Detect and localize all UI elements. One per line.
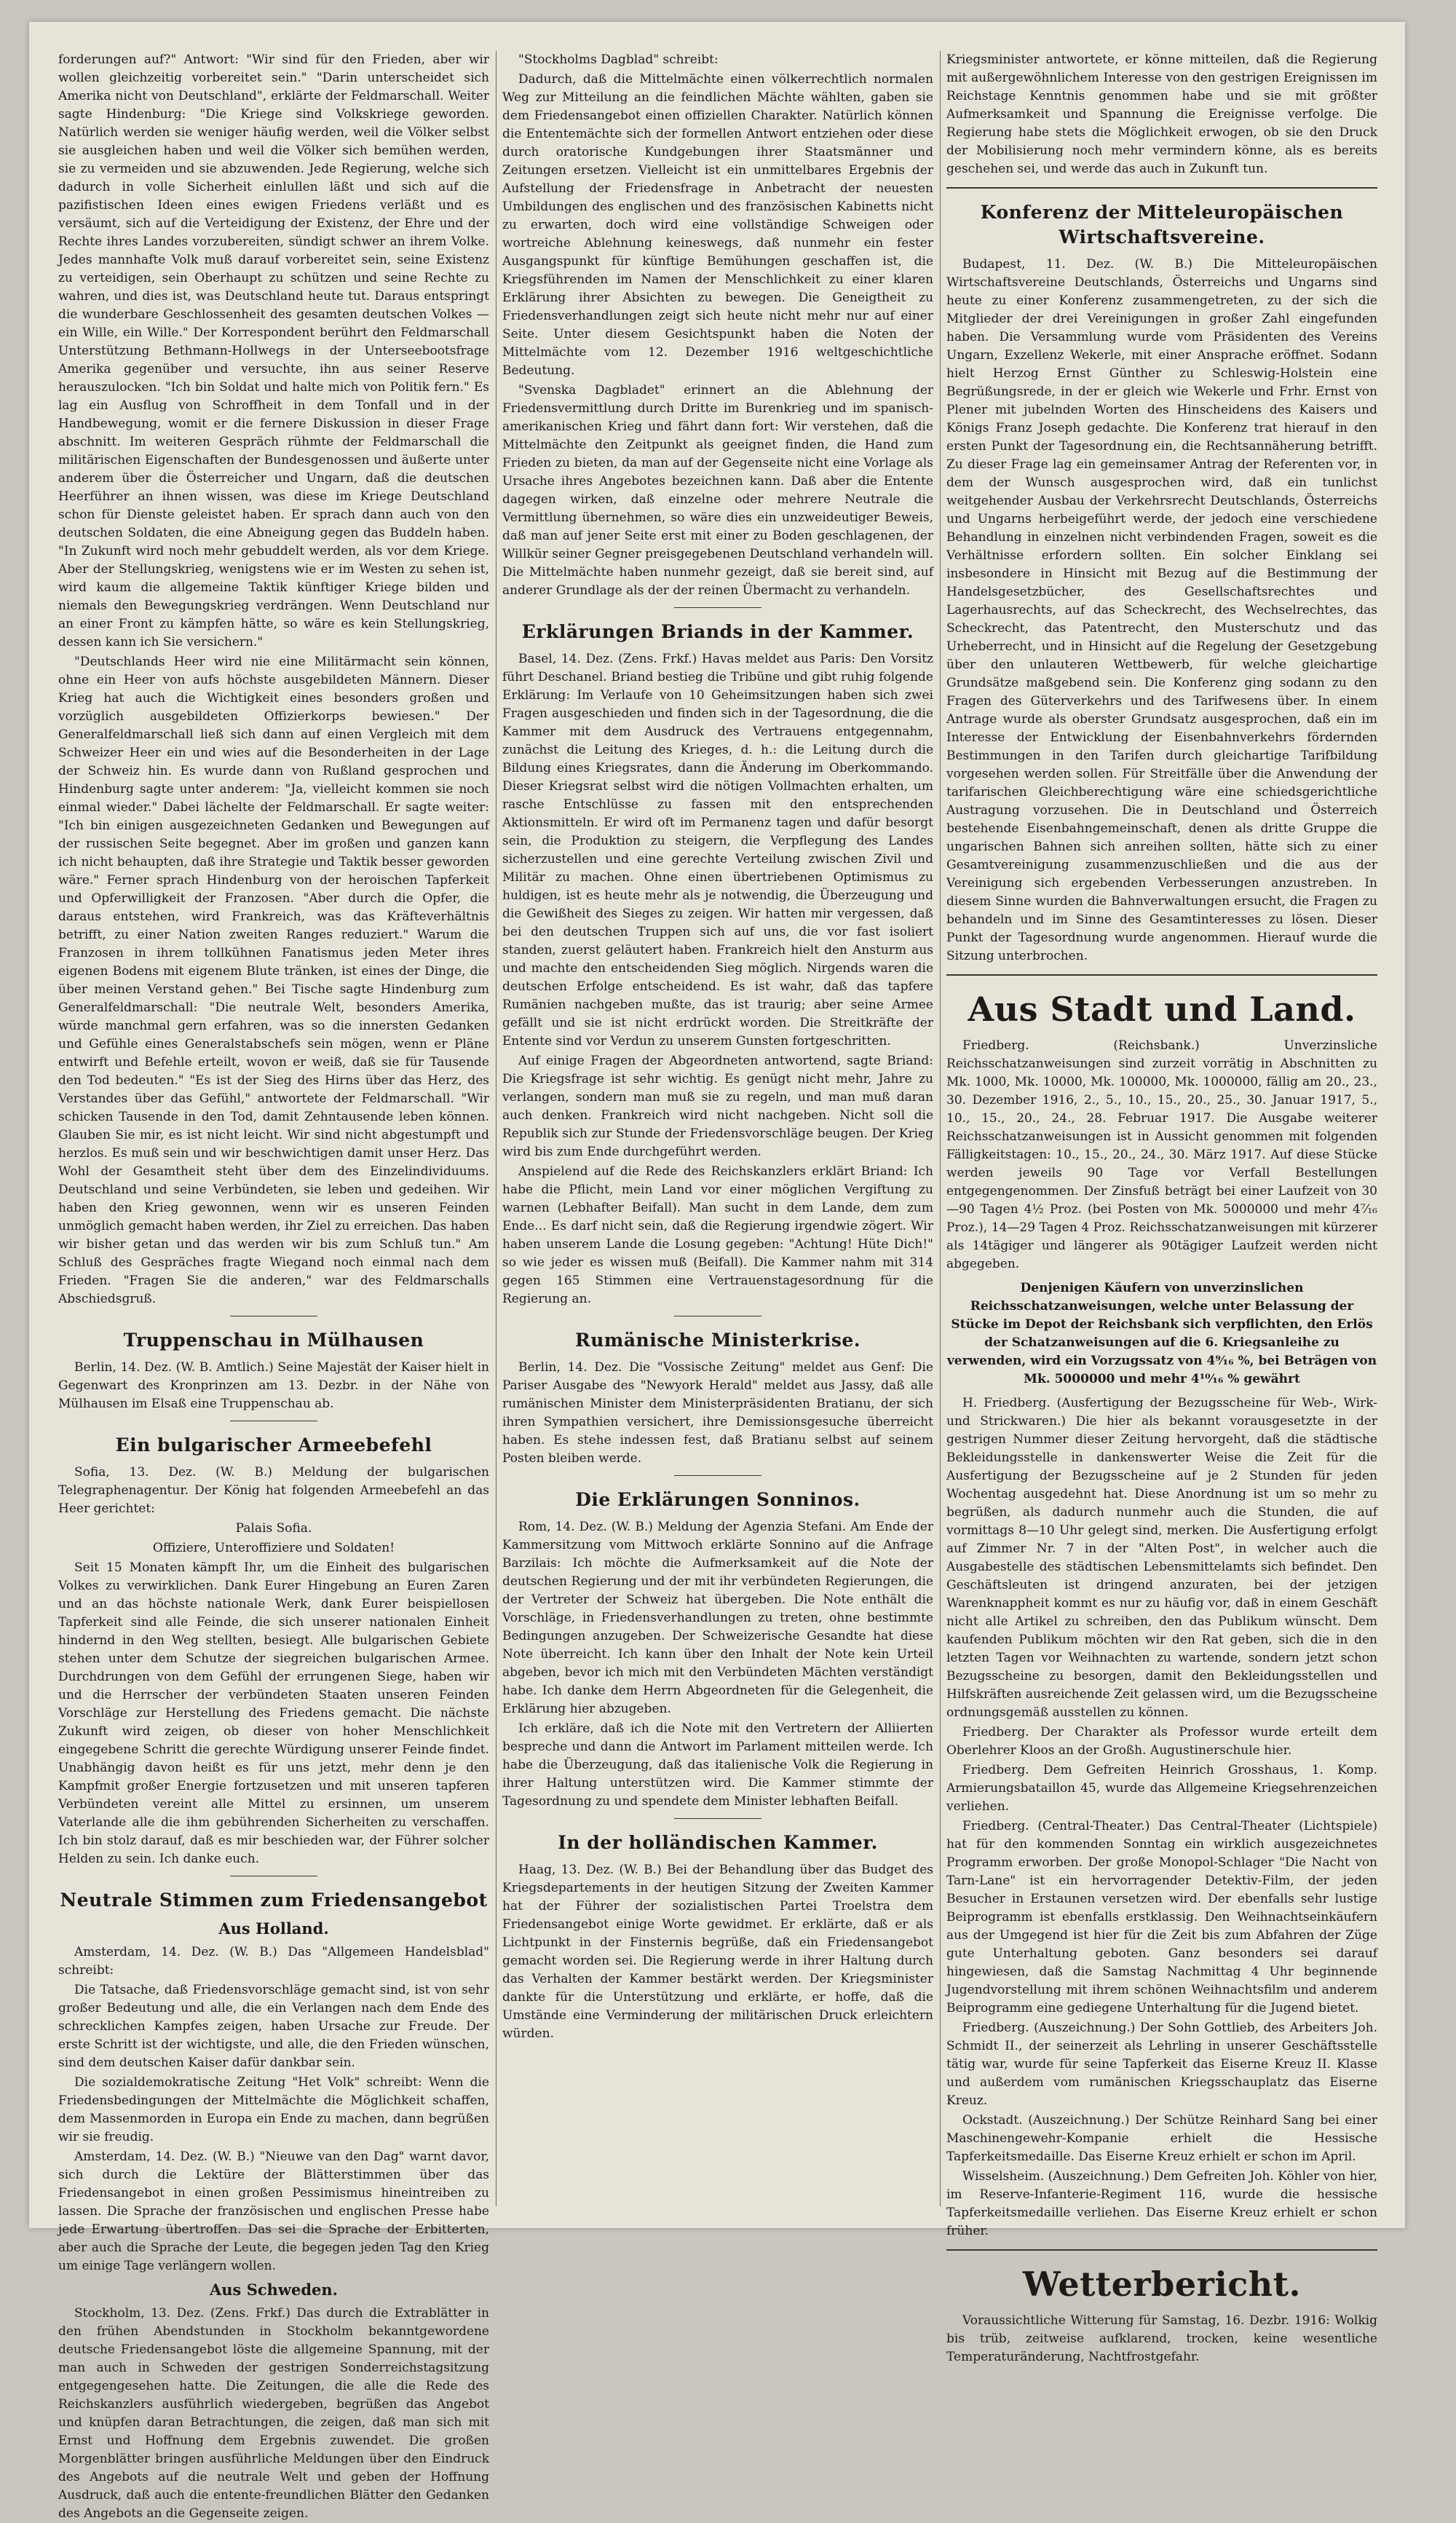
divider — [674, 1475, 761, 1476]
headline-neutrale-stimmen: Neutrale Stimmen zum Friedensangebot — [60, 1890, 488, 1911]
article-text: Seit 15 Monaten kämpft Ihr, um die Einheit des bulgarischen Volkes zu verwirklichen. Dank Eurer Hingebung an Euren Zaren und an das höchste nationale Werk, dank Eurer beispiellosen Tapferkeit sind alle Feinde, die sich unserer nationalen Einheit hindernd in den Weg stellten, besiegt. Alle bulgarischen Gebiete stehen unter dem Schutze der siegreichen bulgarischen Armee. Durchdrungen von dem Gefühl der errungenen Siege, haben wir und die Herrscher der verbündeten Staaten unseren Feinden Vorschläge zur Herstellung des Friedens gemacht. Die nächste Zukunft wird zeigen, ob dieser von hoher Menschlichkeit eingegebene Schritt die gerechte Würdigung unserer Feinde findet. Unabhängig davon heißt es für uns jetzt, mehr denn je den Kampfmit großer Energie fortzusetzen und mit unseren tapferen Verbündeten vereint alle Mittel zu ersinnen, um unserem Vaterlande alle die ihm gebührenden Sicherheiten zu verschaffen. Ich bin stolz darauf, daß es mir beschieden war, der Führer solcher Helden zu sein. Ich danke euch. — [58, 1560, 489, 1866]
article-text: Basel, 14. Dez. (Zens. Frkf.) Havas meldet aus Paris: Den Vorsitz führt Deschanel. Briand bestieg die Tribüne und gibt ruhig folgende Erklärung: Im Verlaufe von 10 Geheimsitzungen haben sich zwei Fragen ausgeschieden und finden sich in der Tagesordnung, die die Kammer mit dem Ausdruck des Vertrauens entgegennahm, zunächst die Leitung des Krieges, d. h.: die Leitung durch die Bildung eines Kriegsrates, dann die Änderung im Oberkommando. Dieser Kriegsrat selbst wird die nötigen Vollmachten erhalten, um rasche Entschlüsse zu fassen mit den entsprechenden Aktionsmitteln. Er wird oft im Permanenz tagen und dafür besorgt sein, die Produktion zu steigern, die Verpflegung des Landes sicherzustellen und eine gerechte Verteilung zwischen Zivil und Militär zu machen. Ohne einen übertriebenen Optimismus zu huldigen, ist es heute mehr als je notwendig, die Überzeugung und die Gewißheit des Sieges zu zeigen. Wir hatten mir vergessen, daß bei den deutschen Truppen sich auf uns, die vor fast isoliert standen, zuerst geläutert haben. Frankreich hielt den Ansturm aus und machte den entscheidenden Sieg möglich. Nirgends waren die deutschen Erfolge entscheidend. Es ist wahr, daß das tapfere Rumänien nachgeben mußte, das ist traurig; aber seine Armee gefällt und sie ist nicht erdrückt worden. Die Streitkräfte der Entente sind vor Verdun zu unserem Gunsten fortgeschritten. — [502, 652, 933, 1049]
column-divider — [940, 51, 941, 2206]
headline-wetterbericht: Wetterbericht. — [1022, 2265, 1302, 2304]
weather-report: Voraussichtliche Witterung für Samstag, 16. Dezbr. 1916: Wolkig bis trüb, zeitweise aufklarend, trocken, keine wesentliche Temperaturänderung, Nachtfrostgefahr. — [946, 2313, 1377, 2364]
salutation: Offiziere, Unteroffiziere und Soldaten! — [152, 1541, 395, 1555]
headline-stadt-und-land: Aus Stadt und Land. — [968, 990, 1356, 1029]
headline-holl-kammer: In der holländischen Kammer. — [558, 1832, 878, 1853]
local-news-item: Ockstadt. (Auszeichnung.) Der Schütze Reinhard Sang bei einer Maschinengewehr-Kompanie erhielt die Hessische Tapferkeitsmedaille. Das Eiserne Kreuz erhielt er schon im April. — [946, 2113, 1377, 2164]
divider — [946, 187, 1377, 189]
article-text: "Svenska Dagbladet" erinnert an die Ablehnung der Friedensvermittlung durch Dritte im Burenkrieg und im spanisch-amerikanischen Krieg und fährt dann fort: Wir verstehen, daß die Mittelmächte den Zeitpunkt als geeignet finden, die Hand zum Frieden zu bieten, da man auf der Gegenseite nicht eine Vorlage als Ursache ihres Angebotes bezeichnen kann. Daß aber die Entente dagegen wirken, daß einzelne oder mehrere Neutrale die Vermittlung übernehmen, so wäre dies ein unzweideutiger Beweis, daß man auf jener Seite erst mit einer zu Boden geschlagenen, der Willkür seiner Gegner preisgegebenen Deutschland verhandeln will. Die Mittelmächte haben nunmehr gezeigt, daß sie bereit sind, auf anderer Grundlage als der der reinen Übermacht zu verhandeln. — [502, 383, 933, 598]
column-2 — [502, 51, 933, 2206]
hindenburg-interview-text: "Deutschlands Heer wird nie eine Militärmacht sein können, ohne ein Heer von aufs höchste ausgebildeten Männern. Dieser Krieg hat auch die Wichtigkeit eines besonders großen und vorzüglich ausgebildeten Offizierkorps bewiesen." Der Generalfeldmarschall ließ sich dann auf einen Vergleich mit dem Schweizer Heer ein und wies auf die Besonderheiten in der Lage der Schweiz hin. Es wurde dann von Rußland gesprochen und Hindenburg sagte unter anderem: "Ja, vielleicht kommen sie noch einmal wieder." Dabei lächelte der Feldmarschall. Er sagte weiter: "Ich bin einigen ausgezeichneten Gedanken und Bewegungen auf der russischen Seite begegnet. Aber im großen und ganzen kann ich nicht behaupten, daß ihre Strategie und Taktik besser geworden wäre." Ferner sprach Hindenburg von der heroischen Tapferkeit und Opferwilligkeit der Franzosen. "Aber durch die Opfer, die daraus entstehen, wird Frankreich, was das Kräfteverhältnis betrifft, zu einer Nation zweiten Ranges reduziert." Warum die Franzosen in ihrem tollkühnen Fanatismus jeden Meter ihres eigenen Bodens mit eigenem Blute tränken, ist eines der Dinge, die über meinen Verstand gehen." Bei Tische sagte Hindenburg zum Generalfeldmarschall: "Die neutrale Welt, besonders Amerika, würde manchmal gern erfahren, was so die innersten Gedanken und Gefühle eines Generalstabschefs sein mögen, wenn er Pläne entwirft und Befehle erteilt, wovon er weiß, daß sie für Tausende den Tod bedeuten." "Es ist der Sieg des Hirns über das Herz, des Verstandes über das Gefühl," antwortete der Feldmarschall. "Wir schicken Tausende in den Tod, damit Zehntausende leben können. Glauben Sie mir, es ist nicht leicht. Wir sind nicht abgestumpft und herzlos. Es muß sein und wir beschwichtigen damit unser Herz. Das Wohl der Gesamtheit steht über dem des Einzelindividuums. Deutschland und seine Verbündeten, sie leben und gedeihen. Wir haben den Krieg gewonnen, wenn wir es unseren Feinden unmöglich gemacht haben werden, ihr Ziel zu erreichen. Das haben wir bisher getan und das werden wir bis zum Schluß tun." Am Schluß des Gespräches fragte Wiegand noch einmal nach dem Frieden. "Fragen Sie die anderen," war des Feldmarschalls Abschiedsgruß. — [58, 655, 489, 1306]
article-text: Haag, 13. Dez. (W. B.) Bei der Behandlung über das Budget des Kriegsdepartements in der heutigen Sitzung der Zweiten Kammer hat der Führer der sozialistischen Partei Troelstra dem Friedensangebot einige Worte gewidmet. Er erklärte, daß er als Lichtpunkt in der Finsternis begrüße, daß ein Friedensangebot gemacht worden sei. Die Regierung werde in ihrer Haltung durch das Verhalten der Kammer bestärkt werden. Der Kriegsminister dankte für die Unterstützung und erklärte, er hoffe, daß die Umstände eine Verminderung der militärischen Druck erleichtern würden. — [502, 1863, 933, 2041]
local-news-item: H. Friedberg. (Ausfertigung der Bezugsscheine für Web-, Wirk- und Strickwaren.) Die hier als bekannt vorausgesetzte in der gestrigen Nummer dieser Zeitung hervorgeht, daß die städtische Bekleidungsstelle in dankenswerter Weise die Zeit für die Ausfertigung der Bezugsscheine auf je 2 Stunden für jeden Wochentag ausgedehnt hat. Diese Anordnung ist um so mehr zu begrüßen, als dadurch nunmehr auch die Stunden, die auf vormittags 8—10 Uhr gelegt sind, merken. Die Ausfertigung erfolgt auf Zimmer Nr. 7 in der "Alten Post", in welcher auch die Ausgabestelle des städtischen Lebensmittelamts sich befindet. Den Geschäftsleuten ist dringend anzuraten, bei der jetzigen Warenknappheit kommt es nur zu häufig vor, daß in einem Geschäft nicht alle Artikel zu schreiben, den das Publikum wünscht. Dem kaufenden Publikum möchten wir den Rat geben, sich die in den letzten Tagen vor Weihnachten zu wartende, sondern jetzt schon Bezugsscheine zu besorgen, damit den Bekleidungsstellen und Hilfskräften ausreichende Zeit gelassen wird, um die Bezugsscheine ordnungsgemäß ausstellen zu können. — [946, 1396, 1377, 1720]
headline-armeebefehl: Ein bulgarischer Armeebefehl — [115, 1434, 432, 1456]
column-1 — [58, 51, 489, 2521]
article-text: Ich erkläre, daß ich die Note mit den Vertretern der Alliierten bespreche und dann die Antwort im Parlament mitteilen werde. Ich habe die Überzeugung, daß das italienische Volk die Regierung in ihrer Haltung unterstützen wird. Die Kammer stimmte der Tagesordnung zu und spendete dem Minister lebhaften Beifall. — [502, 1721, 933, 1809]
article-text: Budapest, 11. Dez. (W. B.) Die Mitteleuropäischen Wirtschaftsvereine Deutschlands, Österreichs und Ungarns sind heute zu einer Konferenz zusammengetreten, zu der sich die Mitglieder der drei Vereinigungen in großer Zahl eingefunden haben. Die Versammlung wurde vom Präsidenten des Vereins Ungarn, Exzellenz Wekerle, mit einer Ansprache eröffnet. Sodann hielt Herzog Ernst Günther zu Schleswig-Holstein eine Begrüßungsrede, in der er gleich wie Wekerle und Frhr. Ernst von Plener mit jubelnden Worten des Hinscheidens des Kaisers und Königs Franz Joseph gedachte. Die Konferenz trat hierauf in den ersten Punkt der Tagesordnung ein, die Rechtsannäherung betrifft. Zu dieser Frage lag ein gemeinsamer Antrag der Referenten vor, in dem der Wunsch ausgesprochen wird, daß ein tunlichst weitgehender Ausbau der Verkehrsrecht Deutschlands, Österreichs und Ungarns herbeigeführt werde, der jedoch eine verschiedene Behandlung in einzelnen nicht verbindenden Fragen, soweit es die Verhältnisse erfordern sollten. Ein solcher Einklang sei insbesondere in Hinsicht mit Bezug auf die Bestimmung der Handelsgesetzbücher, des Gesellschaftsrechtes und Lagerhausrechts, auf das Scheckrecht, des Wechselrechtes, das Scheckrecht, das Patentrecht, den Musterschutz und das Urheberrecht, und in Hinsicht auf die Regelung der Gesetzgebung über den unlauteren Wettbewerb, für welche gleichartige Grundsätze maßgebend sein. Die Konferenz ging sodann zu den Fragen des Güterverkehrs und des Tarifwesens über. In einem Antrage wurde als oberster Grundsatz ausgesprochen, daß ein im Interesse der Entwicklung der Eisenbahnverkehrs fördernden Bestimmungen in den Tarifen durch gleichartige Tarifbildung vorgesehen werden sollen. Für Streitfälle über die Anwendung der tarifarischen Gleichberechtigung wäre eine schiedsgerichtliche Austragung vorzusehen. Die in Deutschland und Österreich bestehende Eisenbahngemeinschaft, denen als dritte Gruppe die ungarischen Bahnen sich anreihen sollten, hätte sich zu einer Gesamtvereinigung zusammenzuschließen und die aus der Vereinigung sich ergebenden Verbesserungen anzustreben. In diesem Sinne wurden die Bahnverwaltungen ersucht, die Fragen zu behandeln und im Sinne des Gesamtinteresses zu lösen. Dieser Punkt der Tagesordnung wurde angenommen. Hierauf wurde die Sitzung unterbrochen. — [946, 257, 1377, 963]
article-text: Berlin, 14. Dez. (W. B. Amtlich.) Seine Majestät der Kaiser hielt in Gegenwart des Kronprinzen am 13. Dezbr. in der Nähe von Mülhausen im Elsaß eine Truppenschau ab. — [58, 1360, 489, 1411]
headline-konferenz: Konferenz der Mitteleuropäischen Wirtschaftsvereine. — [980, 202, 1344, 248]
hindenburg-interview-text: forderungen auf?" Antwort: "Wir sind für den Frieden, aber wir wollen gleichzeitig vorbereitet sein." "Darin unterscheidet sich Amerika nicht von Deutschland", erklärte der Feldmarschall. Weiter sagte Hindenburg: "Die Kriege sind Volkskriege geworden. Natürlich werden sie weniger häufig werden, weil die Völker selbst sie ausgleichen haben und weil die Völker sich bemühen werden, sie zu vermeiden und sie abzuwenden. Jede Regierung, welche sich dadurch in volle Sicherheit einlullen läßt und sich auf die pazifistischen Ideen eines ewigen Friedens verläßt und es versäumt, sich auf die Verteidigung der Existenz, der Ehre und der Rechte ihres Landes vorzubereiten, sündigt schwer an ihrem Volke. Jedes mannhafte Volk muß darauf vorbereitet sein, seine Existenz zu verteidigen, sein Oberhaupt zu schützen und seine Rechte zu wahren, und dies ist, was Deutschland heute tut. Daraus entspringt die wunderbare Geschlossenheit des gesamten deutschen Volkes — ein Wille, ein Wille." Der Korrespondent berührt den Feldmarschall Unterstützung Bethmann-Hollwegs in der Unterseebootsfrage Amerika gegenüber und versuchte, ihn aus seiner Reserve herauszulocken. "Ich bin Soldat und halte mich von Politik fern." Es lag ein Ausflug von Schroffheit in dem Tonfall und in der Handbewegung, womit er die fernere Diskussion in dieser Frage abschnitt. Im weiteren Gespräch rühmte der Feldmarschall die militärischen Eigenschaften der Bundesgenossen und äußerte unter anderem über die Österreicher und Ungarn, daß die deutschen Heerführer an ihnen wissen, was diese im Kriege Deutschland schon für Dienste geleistet haben. Er sprach dann auch von den deutschen Soldaten, die eine Abneigung gegen das Buddeln haben. "In Zukunft wird noch mehr gebuddelt werden, als vor dem Kriege. Aber der Stellungskrieg, wenigstens wie er im Westen zu sehen ist, wird kaum die allgemeine Taktik künftiger Kriege bilden und niemals den Bewegungskrieg verdrängen. Wenn Deutschland nur an einer Front zu kämpfen hätte, so wäre es kein Stellungskrieg, dessen kann ich Sie versichern." — [58, 52, 489, 649]
headline-truppenschau: Truppenschau in Mülhausen — [123, 1330, 424, 1351]
article-text: Berlin, 14. Dez. Die "Vossische Zeitung" meldet aus Genf: Die Pariser Ausgabe des "Newyork Herald" meldet aus Jassy, daß alle rumänischen Minister dem Ministerpräsidenten Bratianu, der sich ihren Sympathien versichert, ihre Demissionsgesuche überreicht haben. Es stehe indessen fest, daß Bratianu selbst auf seinem Posten bleiben werde. — [502, 1360, 933, 1466]
divider — [674, 607, 761, 608]
dateline: Palais Sofia. — [235, 1521, 312, 1536]
local-news-item: Friedberg. (Central-Theater.) Das Central-Theater (Lichtspiele) hat für den kommenden Sonntag ein wirklich ausgezeichnetes Programm erworben. Der große Monopol-Schlager "Die Nacht von Tarn-Lane" ist ein hervorragender Detektiv-Film, der jeden Besucher in Erstaunen versetzen wird. Der ebenfalls sehr lustige Beiprogramm ist ebenfalls erstklassig. Den Weihnachtseinkäufern aus der Umgegend ist hier für die Zeit bis zum Abfahren der Züge gute Unterhaltung geboten. Ganz besonders sei darauf hingewiesen, daß die Samstag Nachmittag 4 Uhr beginnende Jugendvorstellung mit ihrem schönen Weihnachtsfilm und anderem Beiprogramm eine gediegene Unterhaltung für die Jugend bietet. — [946, 1819, 1377, 2015]
article-text: Sofia, 13. Dez. (W. B.) Meldung der bulgarischen Telegraphenagentur. Der König hat folgenden Armeebefehl an das Heer gerichtet: — [58, 1465, 489, 1516]
column-3 — [946, 51, 1377, 2364]
article-text: Auf einige Fragen der Abgeordneten antwortend, sagte Briand: Die Kriegsfrage ist sehr wichtig. Es genügt nicht mehr, Jahre zu verlangen, sondern man muß sie zu regeln, und man muß daran auch denken. Frankreich wird nicht nachgeben. Nicht soll die Republik sich zur Stunde der Friedensvorschläge beugen. Der Krieg wird bis zum Ende durchgeführt werden. — [502, 1054, 933, 1159]
article-text: "Stockholms Dagblad" schreibt: — [518, 52, 719, 67]
article-text: Amsterdam, 14. Dez. (W. B.) "Nieuwe van den Dag" warnt davor, sich durch die Lektüre der Blätterstimmen über das Friedensangebot in einen großen Pessimismus hineintreiben zu lassen. Die Sprache der französischen und englischen Presse habe jede Erwartung übertroffen. Das sei die Sprache der Erbitterten, aber auch die Sprache der Leute, die begegen jeden Tag den Krieg um einige Tage verlängern wollen. — [58, 2149, 489, 2273]
article-text: Rom, 14. Dez. (W. B.) Meldung der Agenzia Stefani. Am Ende der Kammersitzung vom Mittwoch erklärte Sonnino auf die Anfrage Barzilais: Ich möchte die Aufmerksamkeit auf die Note der deutschen Regierung und der mit ihr verbündeten Regierungen, die der Vertreter der Schweiz hat übergeben. Die Note enthält die Vorschläge, in Friedensverhandlungen zu treten, ohne bestimmte Bedingungen anzugeben. Der Schweizerische Gesandte hat diese Note überreicht. Ich kann über den Inhalt der Note kein Urteil abgeben, bevor ich mich mit den Verbündeten Mächten verständigt habe. Ich danke dem Herrn Abgeordneten für die Gelegenheit, die Erklärung hier abzugeben. — [502, 1520, 933, 1716]
local-news-item: Friedberg. Dem Gefreiten Heinrich Grosshaus, 1. Komp. Armierungsbataillon 45, wurde das Allgemeine Kriegsehrenzeichen verliehen. — [946, 1763, 1377, 1814]
article-text: Die sozialdemokratische Zeitung "Het Volk" schreibt: Wenn die Friedensbedingungen der Mittelmächte die Möglichkeit schaffen, dem Massenmorden in Europa ein Ende zu machen, dann begrüßen wir sie freudig. — [58, 2075, 489, 2144]
article-text: Amsterdam, 14. Dez. (W. B.) Das "Allgemeen Handelsblad" schreibt: — [58, 1945, 489, 1978]
headline-sonnino: Die Erklärungen Sonninos. — [575, 1489, 860, 1510]
local-news-item: Friedberg. Der Charakter als Professor wurde erteilt dem Oberlehrer Kloos an der Großh. Augustinerschule hier. — [946, 1725, 1377, 1758]
divider — [946, 974, 1377, 976]
article-text: Anspielend auf die Rede des Reichskanzlers erklärt Briand: Ich habe die Pflicht, mein Land vor einer möglichen Vergiftung zu warnen (Lebhafter Beifall). Man sucht in dem Lande, dem zum Ende... Es darf nicht sein, daß die Regierung irgendwie zögert. Wir haben unserem Lande die Losung gegeben: "Achtung! Hüte Dich!" so wie jeder es wissen muß (Beifall). Die Kammer nahm mit 314 gegen 165 Stimmen eine Vertrauenstagesordnung für die Regierung an. — [502, 1164, 933, 1306]
subheadline-schweden: Aus Schweden. — [210, 2281, 338, 2299]
reichsbank-notice: Denjenigen Käufern von unverzinslichen Reichsschatzanweisungen, welche unter Belassung der Stücke im Depot der Reichsbank sich verpflichten, den Erlös der Schatzanweisungen auf die 6. Kriegsanleihe zu verwenden, wird ein Vorzugssatz von 4⁹⁄₁₆ %, bei Beträgen von Mk. 5000000 und mehr 4¹⁰⁄₁₆ % gewährt — [946, 1281, 1377, 1386]
article-text: Die Tatsache, daß Friedensvorschläge gemacht sind, ist von sehr großer Bedeutung und alle, die ein Verlangen nach dem Ende des schrecklichen Kampfes zeigen, haben Ursache zur Freude. Der erste Schritt ist der wichtigste, und alle, die den Frieden wünschen, sind dem deutschen Kaiser dafür dankbar sein. — [58, 1983, 489, 2070]
divider — [946, 2249, 1377, 2251]
divider — [674, 1818, 761, 1819]
subheadline-holland: Aus Holland. — [218, 1919, 329, 1938]
headline-briand: Erklärungen Briands in der Kammer. — [521, 621, 914, 642]
newspaper-page — [29, 22, 1405, 2521]
local-news-item: Friedberg. (Auszeichnung.) Der Sohn Gottlieb, des Arbeiters Joh. Schmidt II., der seinerzeit als Lehrling in unserer Geschäftsstelle tätig war, wurde für seine Tapferkeit das Eiserne Kreuz II. Klasse und außerdem vom rumänischen Kriegsschauplatz das Eiserne Kreuz. — [946, 2021, 1377, 2108]
article-text: Dadurch, daß die Mittelmächte einen völkerrechtlich normalen Weg zur Mitteilung an die feindlichen Mächte wählten, gaben sie dem Friedensangebot einen offiziellen Charakter. Natürlich können die Ententemächte sich der formellen Antwort entziehen oder diese durch oratorische Kundgebungen ihrer Staatsmänner und Zeitungen ersetzen. Vielleicht ist ein unmittelbares Ergebnis der Aufstellung der Friedensfrage in Anbetracht der neuesten Umbildungen des englischen und des französischen Kabinetts nicht zu erwarten, doch wird eine vollständige Schweigen oder wortreiche Ablehnung keineswegs, daß nunmehr ein fester Ausgangspunkt für künftige Bemühungen geschaffen ist, die Kriegsführenden im Namen der Menschlichkeit zu einer klaren Erklärung ihrer Absichten zu bewegen. Die Geneigtheit zu Friedensverhandlungen zeigt sich heute nicht mehr nur auf einer Seite. Unter diesem Gesichtspunkt haben die Noten der Mittelmächte vom 12. Dezember 1916 weltgeschichtliche Bedeutung. — [502, 72, 933, 378]
local-news-item: Wisselsheim. (Auszeichnung.) Dem Gefreiten Joh. Köhler von hier, im Reserve-Infanterie-Regiment 116, wurde die hessische Tapferkeitsmedaille verliehen. Das Eiserne Kreuz erhielt er schon früher. — [946, 2169, 1377, 2238]
article-text: Stockholm, 13. Dez. (Zens. Frkf.) Das durch die Extrablätter in den frühen Abendstunden in Stockholm bekanntgewordene deutsche Friedensangebot löste die allgemeine Spannung, mit der man auch in Schweden der gestrigen Sonderreichstagsitzung entgegengesehen hatte. Die Zeitungen, die alle die Rede des Reichskanzlers ausführlich wiedergeben, begrüßen das Angebot und knüpfen daran Betrachtungen, die zeigen, daß man sich mit Ernst und Hoffnung dem Ergebnis zuwendet. Die großen Morgenblätter bringen ausführliche Meldungen über den Eindruck des Angebots auf die neutrale Welt und geben der Hoffnung Ausdruck, daß auch die entente-freundlichen Blätter den Gedanken des Angebots an die Gegenseite zeigen. — [58, 2306, 489, 2521]
local-news-item: Friedberg. (Reichsbank.) Unverzinsliche Reichsschatzanweisungen sind zurzeit vorrätig in Abschnitten zu Mk. 1000, Mk. 10000, Mk. 100000, Mk. 1000000, fällig am 20., 23., 30. Dezember 1916, 2., 5., 10., 15., 20., 25., 30. Januar 1917, 5., 10., 15., 20., 24., 28. Februar 1917. Die Ausgabe weiterer Reichsschatzanweisungen ist in Aussicht genommen mit folgenden Fälligkeitstagen: 10., 15., 20., 24., 30. März 1917. Auf diese Stücke werden jeweils 90 Tage vor Verfall Bestellungen entgegengenommen. Der Zinsfuß beträgt bei einer Laufzeit von 30—90 Tagen 4½ Proz. (bei Posten von Mk. 5000000 und mehr 4⁷⁄₁₆ Proz.), 14—29 Tagen 4 Proz. Reichsschatzanweisungen mit kürzerer als 14tägiger und längerer als 90tägiger Laufzeit werden nicht abgegeben. — [946, 1038, 1377, 1271]
headline-ministerkrise: Rumänische Ministerkrise. — [574, 1330, 861, 1351]
article-text: Kriegsminister antwortete, er könne mitteilen, daß die Regierung mit außergewöhnlichem Interesse von den gestrigen Ereignissen im Reichstage Kenntnis genommen habe und sie mit größter Aufmerksamkeit und Spannung die Ereignisse verfolge. Die Regierung habe stets die Möglichkeit erwogen, ob sie den Druck der Mobilisierung noch mehr vermindern könne, als es bereits geschehen sei, und werde das auch in Zukunft tun. — [946, 52, 1377, 176]
